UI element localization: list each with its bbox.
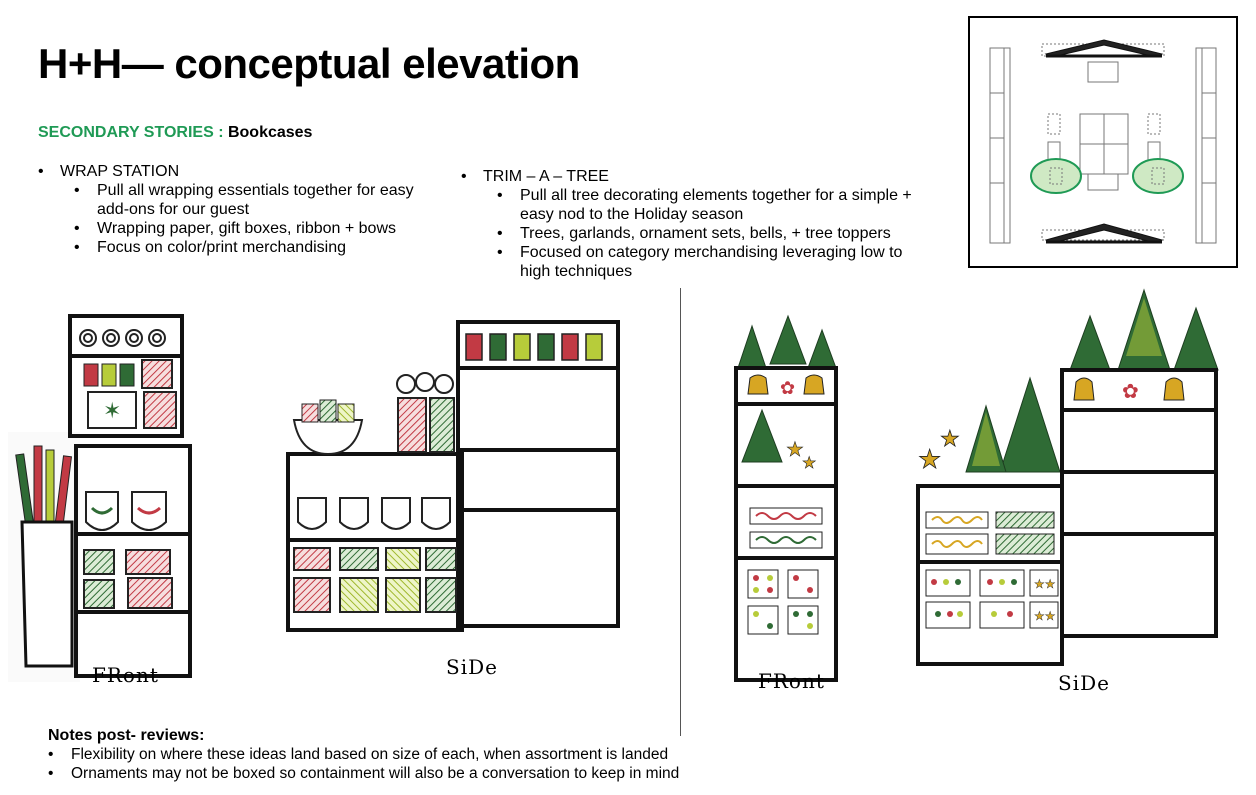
svg-text:★: ★ (918, 444, 942, 474)
svg-text:★: ★ (802, 455, 817, 472)
svg-text:★★: ★★ (1034, 577, 1056, 591)
wrap-side-label: SiDe (446, 655, 498, 679)
wrap-front-sketch (8, 316, 190, 682)
highlight-right-bookcase (1133, 159, 1183, 193)
trim-front-label: FRont (758, 669, 825, 693)
svg-text:✶: ✶ (103, 398, 122, 423)
subheading-label: SECONDARY STORIES : (38, 124, 224, 141)
trim-side-label: SiDe (1058, 671, 1110, 695)
svg-text:★: ★ (786, 439, 804, 461)
wrap-side-sketch (288, 322, 618, 630)
trim-front-sketch (736, 316, 836, 680)
floor-plan-thumbnail (968, 16, 1238, 268)
trim-a-tree-heading: • TRIM – A – TREE • Pull all tree decorating elements together for a simple + easy nod to the Holiday season • Trees, garlands, ornament sets, bells, + tree toppers • Focused on category merchandising leveraging low to high techniques (461, 167, 931, 281)
svg-text:★: ★ (940, 426, 960, 451)
list-item: • Pull all wrapping essentials together for easy add-ons for our guest (60, 181, 418, 219)
notes-section (48, 726, 808, 783)
list-item: • Wrapping paper, gift boxes, ribbon + bows (60, 219, 418, 238)
trim-side-sketch (918, 290, 1218, 664)
section-subheading (38, 124, 312, 142)
floor-plan-drawing (970, 18, 1236, 266)
list-item: • Trees, garlands, ornament sets, bells, + tree toppers (483, 224, 931, 243)
subheading-value: Bookcases (223, 124, 313, 141)
highlight-left-bookcase (1031, 159, 1081, 193)
section-divider (680, 288, 681, 736)
list-item: • Focus on color/print merchandising (60, 238, 418, 257)
note-item: • Flexibility on where these ideas land based on size of each, when assortment is landed (48, 745, 808, 764)
svg-text:✿: ✿ (1122, 381, 1139, 403)
svg-text:★★: ★★ (1034, 609, 1056, 623)
page-title: H+H— conceptual elevation (38, 40, 580, 87)
notes-title: Notes post- reviews: (48, 727, 205, 744)
list-item: • Pull all tree decorating elements together for a simple + easy nod to the Holiday season (483, 186, 931, 224)
sketch-area (0, 286, 1256, 706)
bookcase-sketches (0, 286, 1256, 706)
note-item: • Ornaments may not be boxed so containment will also be a conversation to keep in mind (48, 764, 808, 783)
wrap-station-heading: • WRAP STATION • Pull all wrapping essentials together for easy add-ons for our guest • Wrapping paper, gift boxes, ribbon + bows • Focus on color/print merchandising (38, 162, 418, 257)
svg-text:✿: ✿ (780, 378, 796, 398)
list-item: • Focused on category merchandising leveraging low to high techniques (483, 243, 931, 281)
trim-a-tree-section (461, 167, 931, 281)
wrap-front-label: FRont (92, 663, 159, 687)
wrap-station-section (38, 162, 418, 257)
